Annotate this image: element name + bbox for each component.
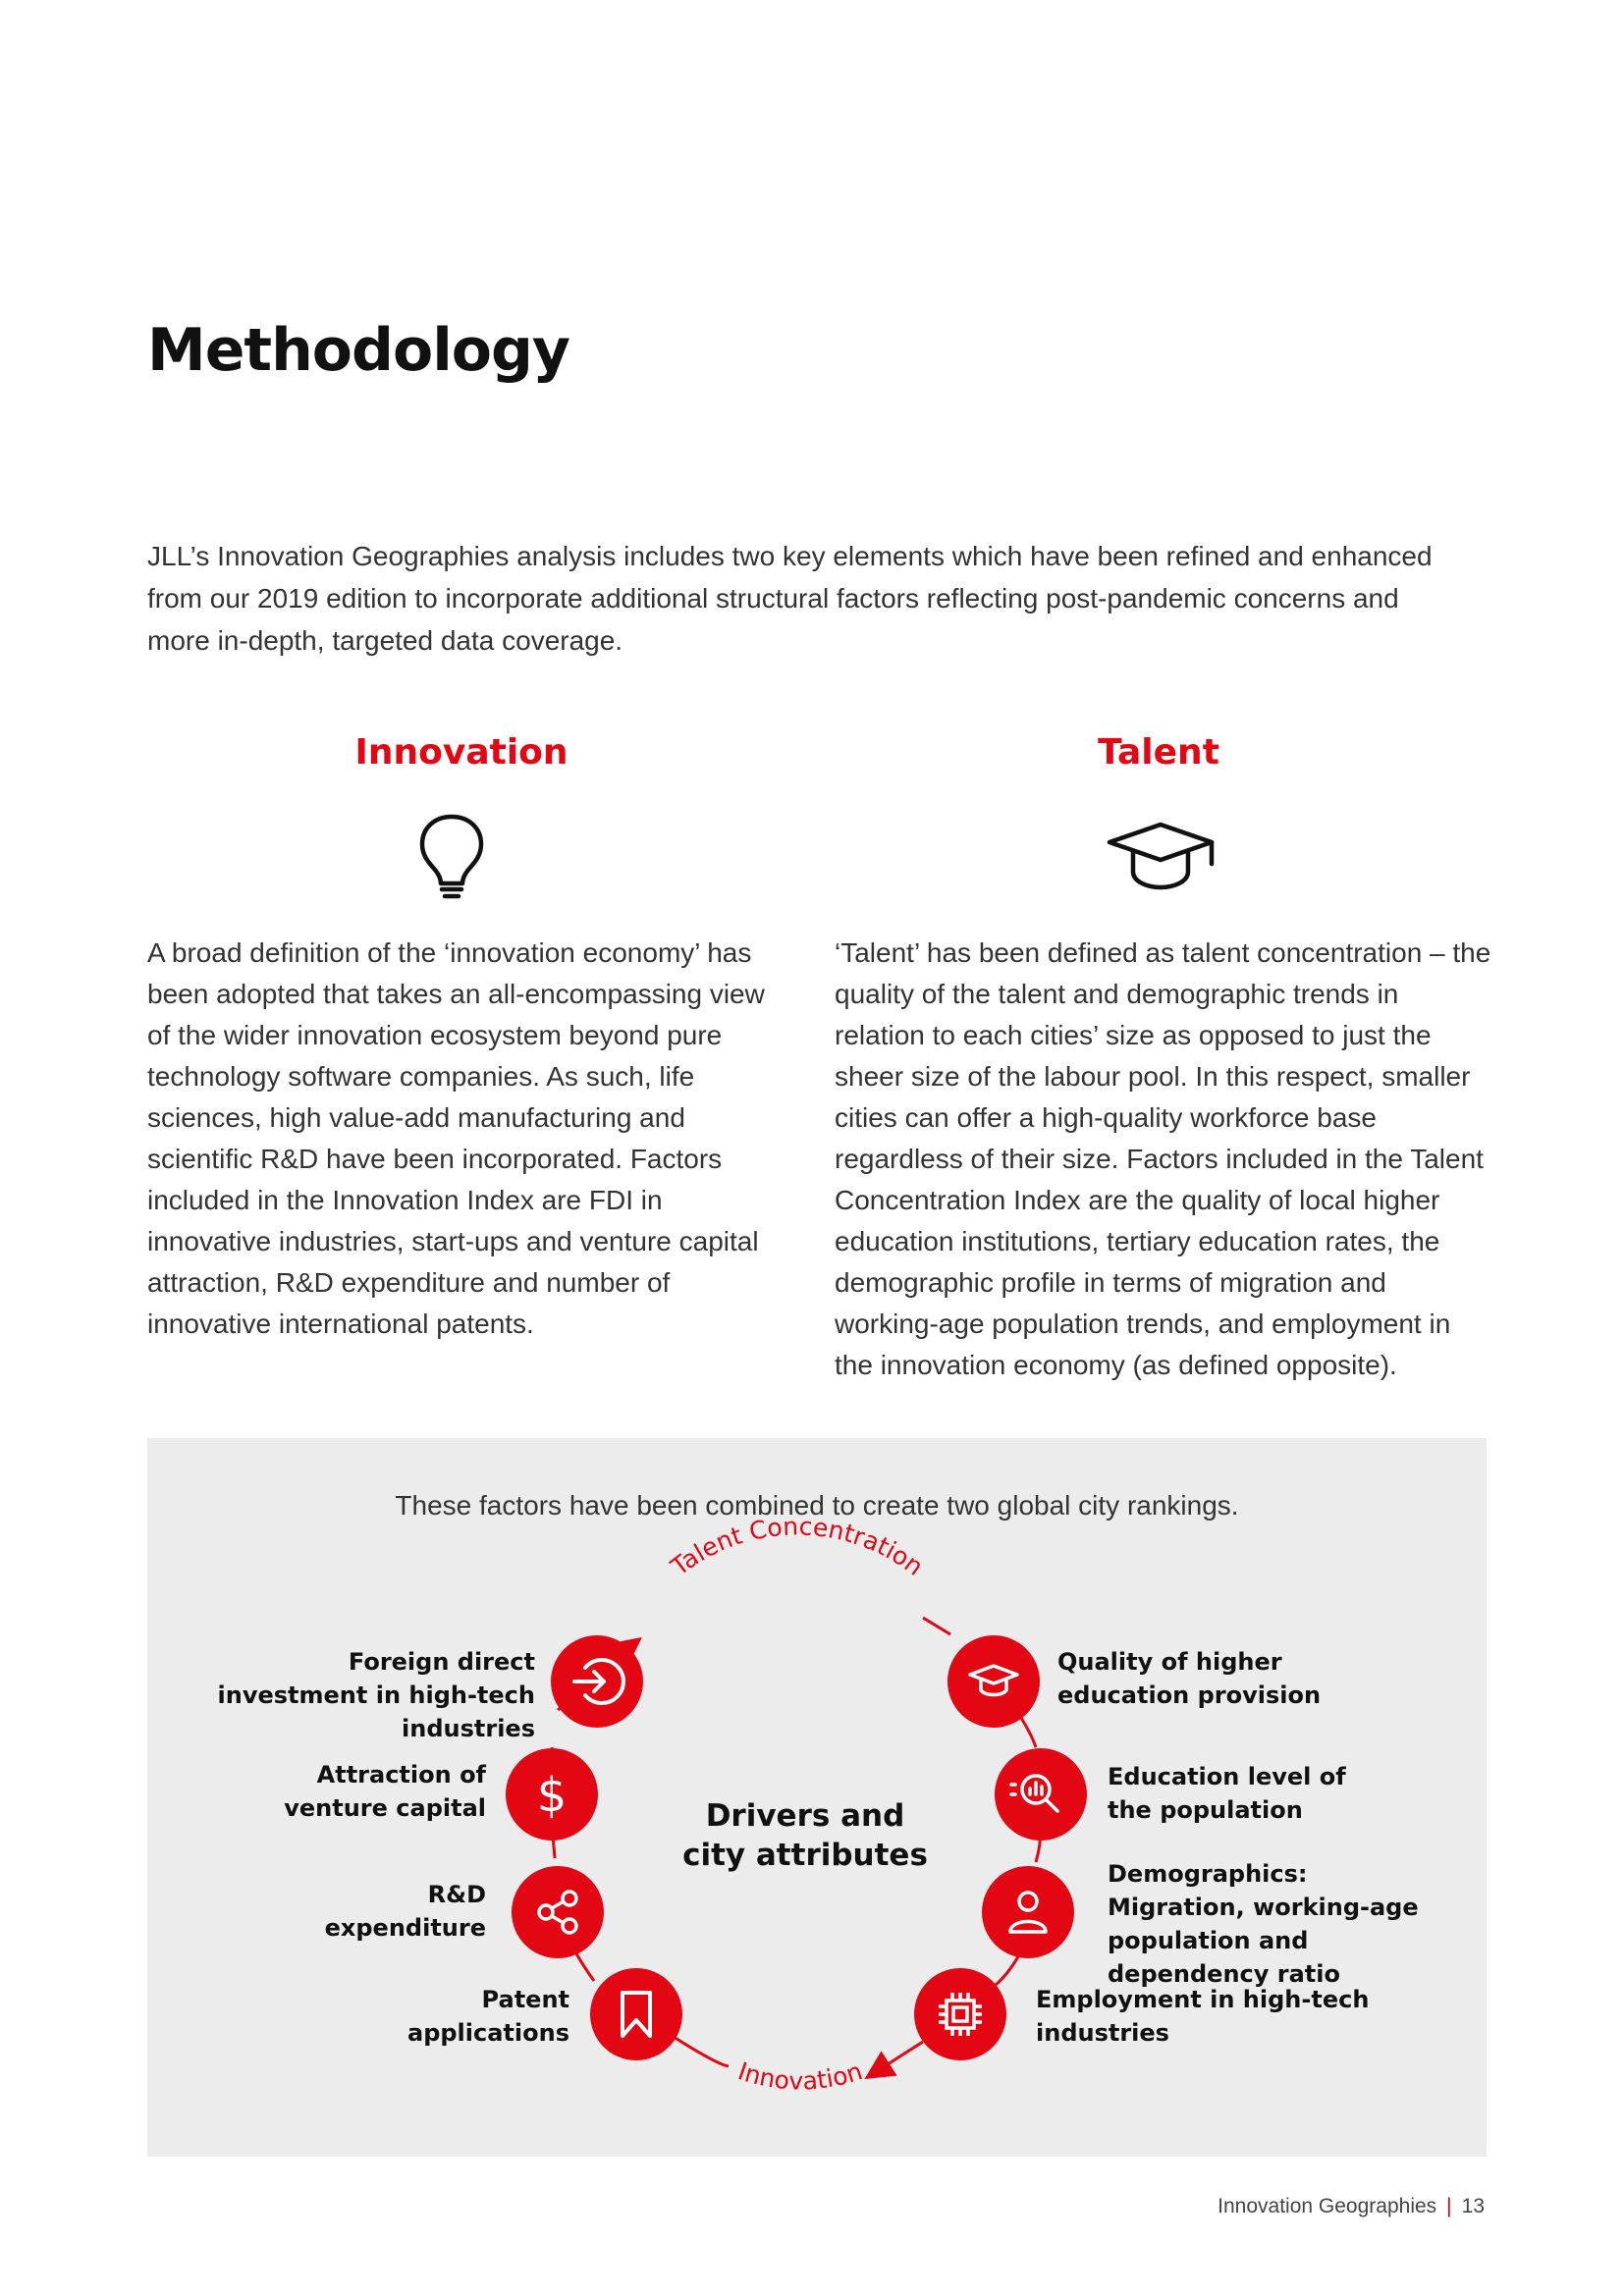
node-education-level (995, 1748, 1087, 1841)
label-higher-education: Quality of higher education provision (1057, 1648, 1322, 1709)
footer-publication: Innovation Geographies (1218, 2195, 1437, 2217)
label-venture-capital: Attraction of venture capital (284, 1761, 486, 1822)
page-title: Methodology (147, 316, 570, 385)
diagram-caption: These factors have been combined to create two global city rankings. (395, 1490, 1239, 1521)
node-demographics (982, 1866, 1074, 1958)
ring-segment (923, 1618, 950, 1634)
ring-segment (1021, 1718, 1036, 1747)
innovation-heading: Innovation (354, 732, 568, 773)
node-employment (914, 1968, 1006, 2060)
arc-label-talent (665, 1512, 929, 1581)
dollar-icon: $ (536, 1768, 568, 1823)
talent-heading: Talent (1098, 732, 1219, 773)
intro-paragraph: JLL’s Innovation Geographies analysis includes two key elements which have been refined and enhanced from our 2019 edition to incorporate additional structural factors reflecting post-pandemic concerns and more in-depth, targeted data coverage. (147, 541, 1433, 656)
ring-arrow-bottom (877, 2042, 923, 2071)
footer-separator: | (1446, 2195, 1452, 2217)
arc-label-innovation-text: Innovation (734, 2056, 866, 2096)
innovation-text: A broad definition of the ‘innovation economy’ has been adopted that takes an all-encompassing view of the wider innovation ecosystem beyond pure technology software companies. As such, life sciences, high value-add manufacturing and scientific R&D have been incorporated. Factors included in the Innovation Index are FDI in innovative industries, start-ups and venture capital attraction, R&D expenditure and number of innovative international patents. (147, 937, 765, 1339)
label-demographics: Demographics: Migration, working-age population and dependency ratio (1108, 1860, 1419, 1988)
label-rd: R&D expenditure (324, 1881, 486, 1942)
label-fdi: Foreign direct investment in high-tech industries (217, 1648, 535, 1742)
label-employment: Employment in high-tech industries (1036, 1986, 1370, 2047)
node-venture-capital (506, 1748, 598, 1841)
arc-label-talent-text: Talent Concentration (666, 1512, 929, 1581)
label-patent: Patent applications (407, 1986, 569, 2047)
node-higher-education (947, 1635, 1040, 1728)
node-rd (512, 1866, 604, 1958)
arc-label-innovation (734, 2056, 866, 2095)
page-number: 13 (1461, 2195, 1485, 2217)
node-fdi (551, 1635, 643, 1728)
label-education-level: Education level of the population (1108, 1763, 1346, 1824)
diagram-center-label: Drivers and city attributes (682, 1798, 928, 1873)
talent-text: ‘Talent’ has been defined as talent concentration – the quality of the talent and demographic trends in relation to each cities’ size as opposed to just the sheer size of the labour pool. In this respect, smaller cities can offer a high-quality workforce base regardless of their size. Factors included in the Talent Concentration Index are the quality of local higher education institutions, tertiary education rates, the demographic profile in terms of migration and working-age population trends, and employment in the innovation economy (as defined opposite). (835, 937, 1491, 1380)
page-footer (1218, 2195, 1485, 2218)
node-patent (590, 1968, 682, 2060)
ring-segment (674, 2037, 729, 2066)
